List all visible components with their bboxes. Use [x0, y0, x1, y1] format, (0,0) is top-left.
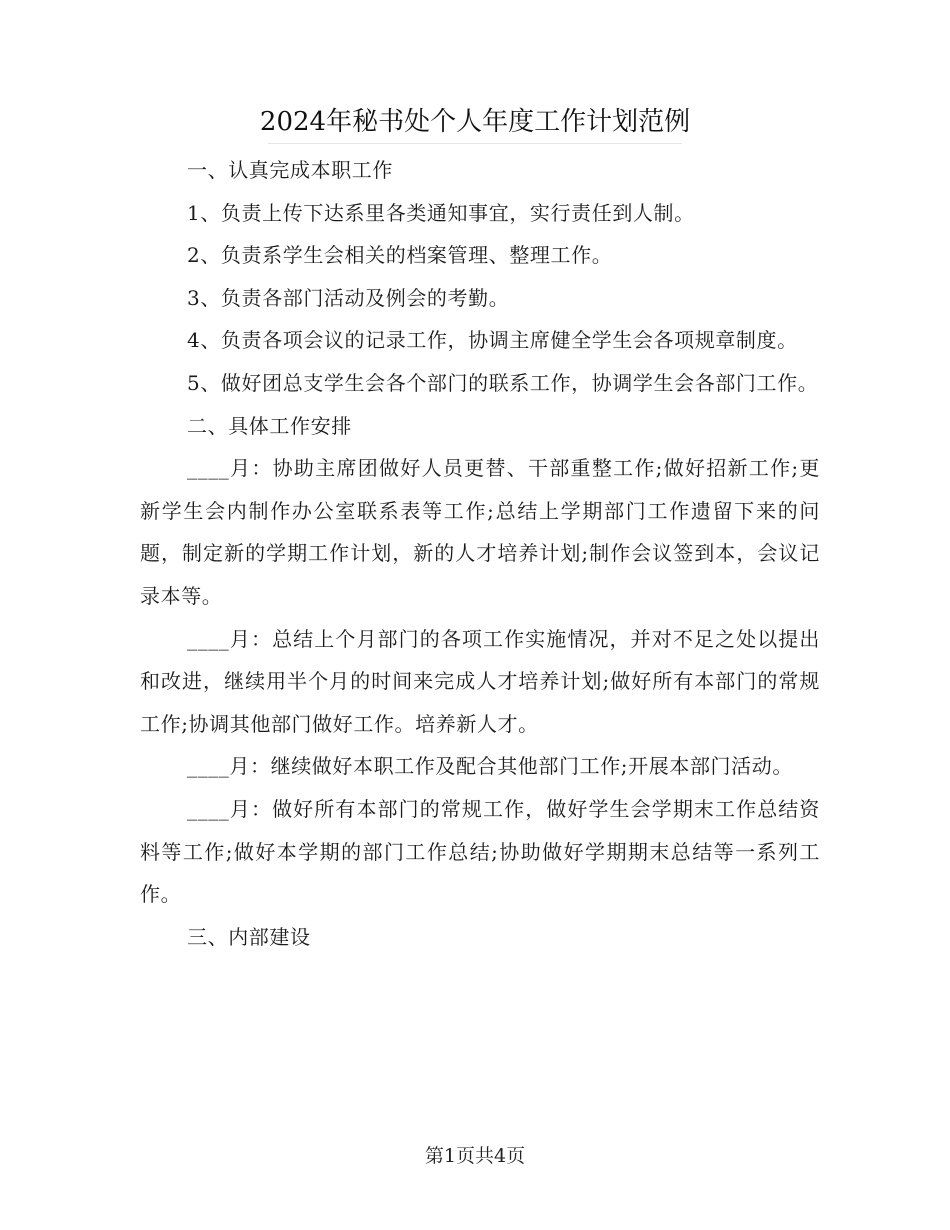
document-body [140, 149, 820, 958]
title-underline [268, 143, 682, 144]
section-heading: 二、具体工作安排 [187, 413, 352, 438]
page-number-footer: 第1页共4页 [424, 1145, 526, 1167]
paragraph: ____月：继续做好本职工作及配合其他部门工作;开展本部门活动。 [187, 754, 793, 779]
paragraph: ____月：总结上个月部门的各项工作实施情况，并对不足之处以提出和改进，继续用半个月的时间来完成人才培养计划;做好所有本部门的常规工作;协调其他部门做好工作。培养新人才。 [140, 626, 820, 736]
paragraph: 1、负责上传下达系里各类通知事宜，实行责任到人制。 [187, 200, 695, 225]
document-title: 2024年秘书处个人年度工作计划范例 [259, 107, 691, 137]
paragraph: ____月：做好所有本部门的常规工作，做好学生会学期末工作总结资料等工作;做好本学期的部门工作总结;协助做好学期期末总结等一系列工作。 [140, 796, 820, 907]
paragraph: ____月：协助主席团做好人员更替、干部重整工作;做好招新工作;更新学生会内制作办公室联系表等工作;总结上学期部门工作遗留下来的问题，制定新的学期工作计划，新的人才培养计划;制作会议签到本，会议记录本等。 [140, 456, 820, 608]
paragraph: 2、负责系学生会相关的档案管理、整理工作。 [187, 243, 613, 268]
paragraph: 5、做好团总支学生会各个部门的联系工作，协调学生会各部门工作。 [187, 370, 819, 395]
section-heading: 一、认真完成本职工作 [187, 158, 393, 182]
section-heading: 三、内部建设 [187, 924, 311, 949]
paragraph: 4、负责各项会议的记录工作，协调主席健全学生会各项规章制度。 [187, 328, 798, 353]
paragraph: 3、负责各部门活动及例会的考勤。 [187, 285, 510, 310]
